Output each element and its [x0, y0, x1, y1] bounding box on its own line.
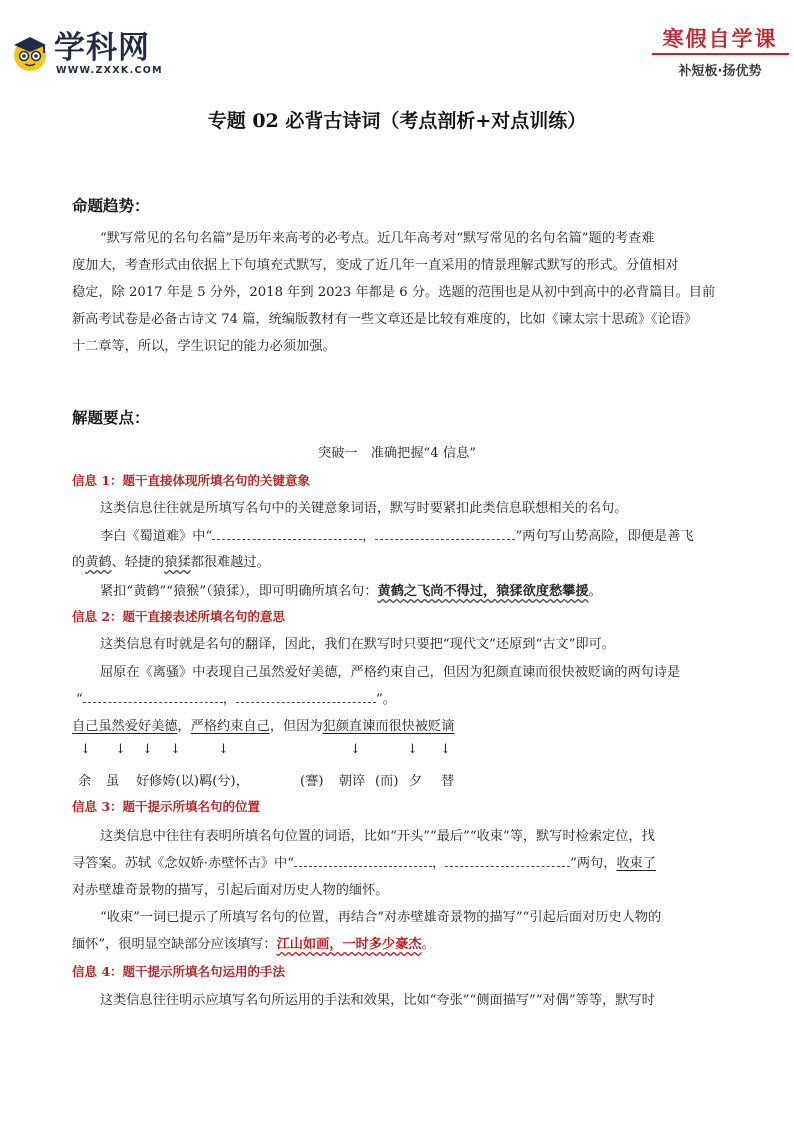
- down-arrow-icon: ↓: [407, 742, 418, 757]
- blank-line: [375, 527, 515, 540]
- blank-line: [445, 854, 570, 867]
- blank-line: [236, 690, 376, 703]
- info-1-line: [100, 525, 694, 544]
- down-arrow-icon: ↓: [170, 742, 181, 757]
- classical-word: 夕: [409, 774, 423, 789]
- text: 严格约束自己: [190, 719, 270, 734]
- info-4-line: 这类信息往往明示应填写名句所运用的手法和效果，比如“夸张”“侧面描写”“对偶”等等，默写时: [100, 993, 655, 1008]
- text: ，: [431, 856, 446, 871]
- info-1-line: [100, 580, 602, 599]
- breakthrough-title: 突破一 准确把握“4 信息”: [318, 446, 476, 461]
- trend-paragraph: [72, 225, 722, 360]
- text: ，: [222, 692, 236, 707]
- classical-word: (謇): [300, 774, 324, 789]
- info-3-line: [72, 852, 656, 871]
- document-title: 专题 02 必背古诗词（考点剖析+对点训练）: [207, 110, 587, 132]
- blank-line: [83, 690, 223, 703]
- blank-line: [294, 854, 432, 867]
- classical-word: 朝谇: [339, 774, 366, 789]
- text: 自己虽然爱好美德: [72, 719, 178, 734]
- text: ，: [362, 529, 376, 544]
- brand-title: 寒假自学课: [662, 27, 778, 51]
- text: 。: [421, 937, 435, 952]
- info-3-line: “收束”一词已提示了所填写名句的位置，再结合“对赤壁雄奇景物的描写”“引起后面对历史人物的: [100, 910, 662, 925]
- text: ”。: [375, 692, 396, 707]
- brand-divider: [652, 53, 789, 55]
- down-arrow-icon: ↓: [115, 742, 126, 757]
- classical-word: 余: [78, 774, 92, 789]
- trend-line: 新高考试卷是必备古诗文 74 篇，统编版教材有一些文章还是比较有难度的，比如《谏太宗十思疏》《论语》: [72, 312, 698, 327]
- text: “: [76, 692, 83, 707]
- text: ，: [177, 719, 191, 734]
- text: 都很难越过。: [190, 555, 270, 570]
- points-heading: 解题要点：: [72, 409, 150, 427]
- logo-url: WWW.ZXXK.COM: [56, 65, 163, 76]
- info-3-heading: 信息 3：题干提示所填名句的位置: [72, 799, 261, 814]
- text: 的: [72, 555, 86, 570]
- trend-line: 度加大，考查形式由依据上下句填充式默写，变成了近几年一直采用的情景理解式默写的形式。分值相对: [72, 258, 679, 273]
- key-image: 黄鹤: [85, 555, 112, 570]
- info-1-heading: 信息 1：题干直接体现所填名句的关键意象: [72, 473, 311, 488]
- key-image: 猿猱: [164, 555, 191, 570]
- classical-word: 替: [441, 774, 455, 789]
- text: 紧扣“黄鹤”“猿猴”（猿猱），即可明确所填名句：: [100, 584, 378, 599]
- info-1-line: 这类信息往往就是所填写名句中的关键意象词语，默写时要紧扣此类信息联想相关的名句。: [100, 501, 628, 516]
- answer-text: 黄鹤之飞尚不得过，: [377, 584, 497, 599]
- classical-word: 好修姱(以)羁(兮)，: [136, 774, 249, 789]
- info-2-line: 这类信息有时就是名句的翻译，因此，我们在默写时只要把“现代文”还原到“古文”即可。: [100, 637, 615, 652]
- text: 寻答案。苏轼《念奴娇·赤壁怀古》中“: [72, 856, 294, 871]
- blank-line: [212, 527, 362, 540]
- down-arrow-icon: ↓: [142, 742, 153, 757]
- info-3-line: [72, 933, 435, 952]
- trend-heading: 命题趋势：: [72, 197, 150, 215]
- text: 、轻捷的: [111, 555, 165, 570]
- info-2-line: 屈原在《离骚》中表现自己虽然爱好美德，严格约束自己，但因为犯颜直谏而很快被贬谪的两句诗是: [100, 665, 681, 680]
- brand-subtitle: 补短板·扬优势: [678, 64, 762, 79]
- text: ，但因为: [269, 719, 323, 734]
- text: 。: [588, 584, 602, 599]
- trend-line: 稳定，除 2017 年是 5 分外，2018 年到 2023 年都是 6 分。选题的范围也是从初中到高中的必背篇目。目前: [72, 285, 716, 300]
- answer-text: 猿猱欲度愁攀援: [496, 584, 589, 599]
- trend-line: 十二章等，所以，学生识记的能力必须加强。: [72, 339, 336, 354]
- text: 犯颜直谏而很快被贬谪: [322, 719, 455, 734]
- logo-text: 学科网: [54, 30, 150, 66]
- text: 缅怀”，很明显空缺部分应该填写：: [72, 937, 277, 952]
- trend-line: “默写常见的名句名篇”是历年来高考的必考点。近几年高考对“默写常见的名句名篇”题的考查难: [100, 231, 655, 246]
- text: 收束了: [616, 856, 656, 871]
- info-3-line: 对赤壁雄奇景物的描写，引起后面对历史人物的缅怀。: [72, 883, 389, 898]
- answer-text: 江山如画，一时多少豪杰: [276, 937, 422, 952]
- down-arrow-icon: ↓: [218, 742, 229, 757]
- info-4-heading: 信息 4：题干提示所填名句运用的手法: [72, 964, 286, 979]
- text: 李白《蜀道难》中“: [100, 529, 213, 544]
- classical-word: (而): [375, 774, 399, 789]
- down-arrow-icon: ↓: [440, 742, 451, 757]
- info-2-heading: 信息 2：题干直接表述所填名句的意思: [72, 609, 286, 624]
- modern-translation: [72, 715, 454, 734]
- info-2-line: [76, 688, 396, 707]
- logo-icon: [10, 32, 50, 72]
- text: ”两句，: [570, 856, 617, 871]
- text: ”两句写山势高险，即便是善飞: [515, 529, 694, 544]
- classical-word: 虽: [106, 774, 120, 789]
- down-arrow-icon: ↓: [350, 742, 361, 757]
- down-arrow-icon: ↓: [80, 742, 91, 757]
- info-3-line: 这类信息中往往有表明所填名句位置的词语，比如“开头”“最后”“收束”等，默写时检索定位，找: [100, 829, 655, 844]
- info-1-line: [72, 551, 270, 570]
